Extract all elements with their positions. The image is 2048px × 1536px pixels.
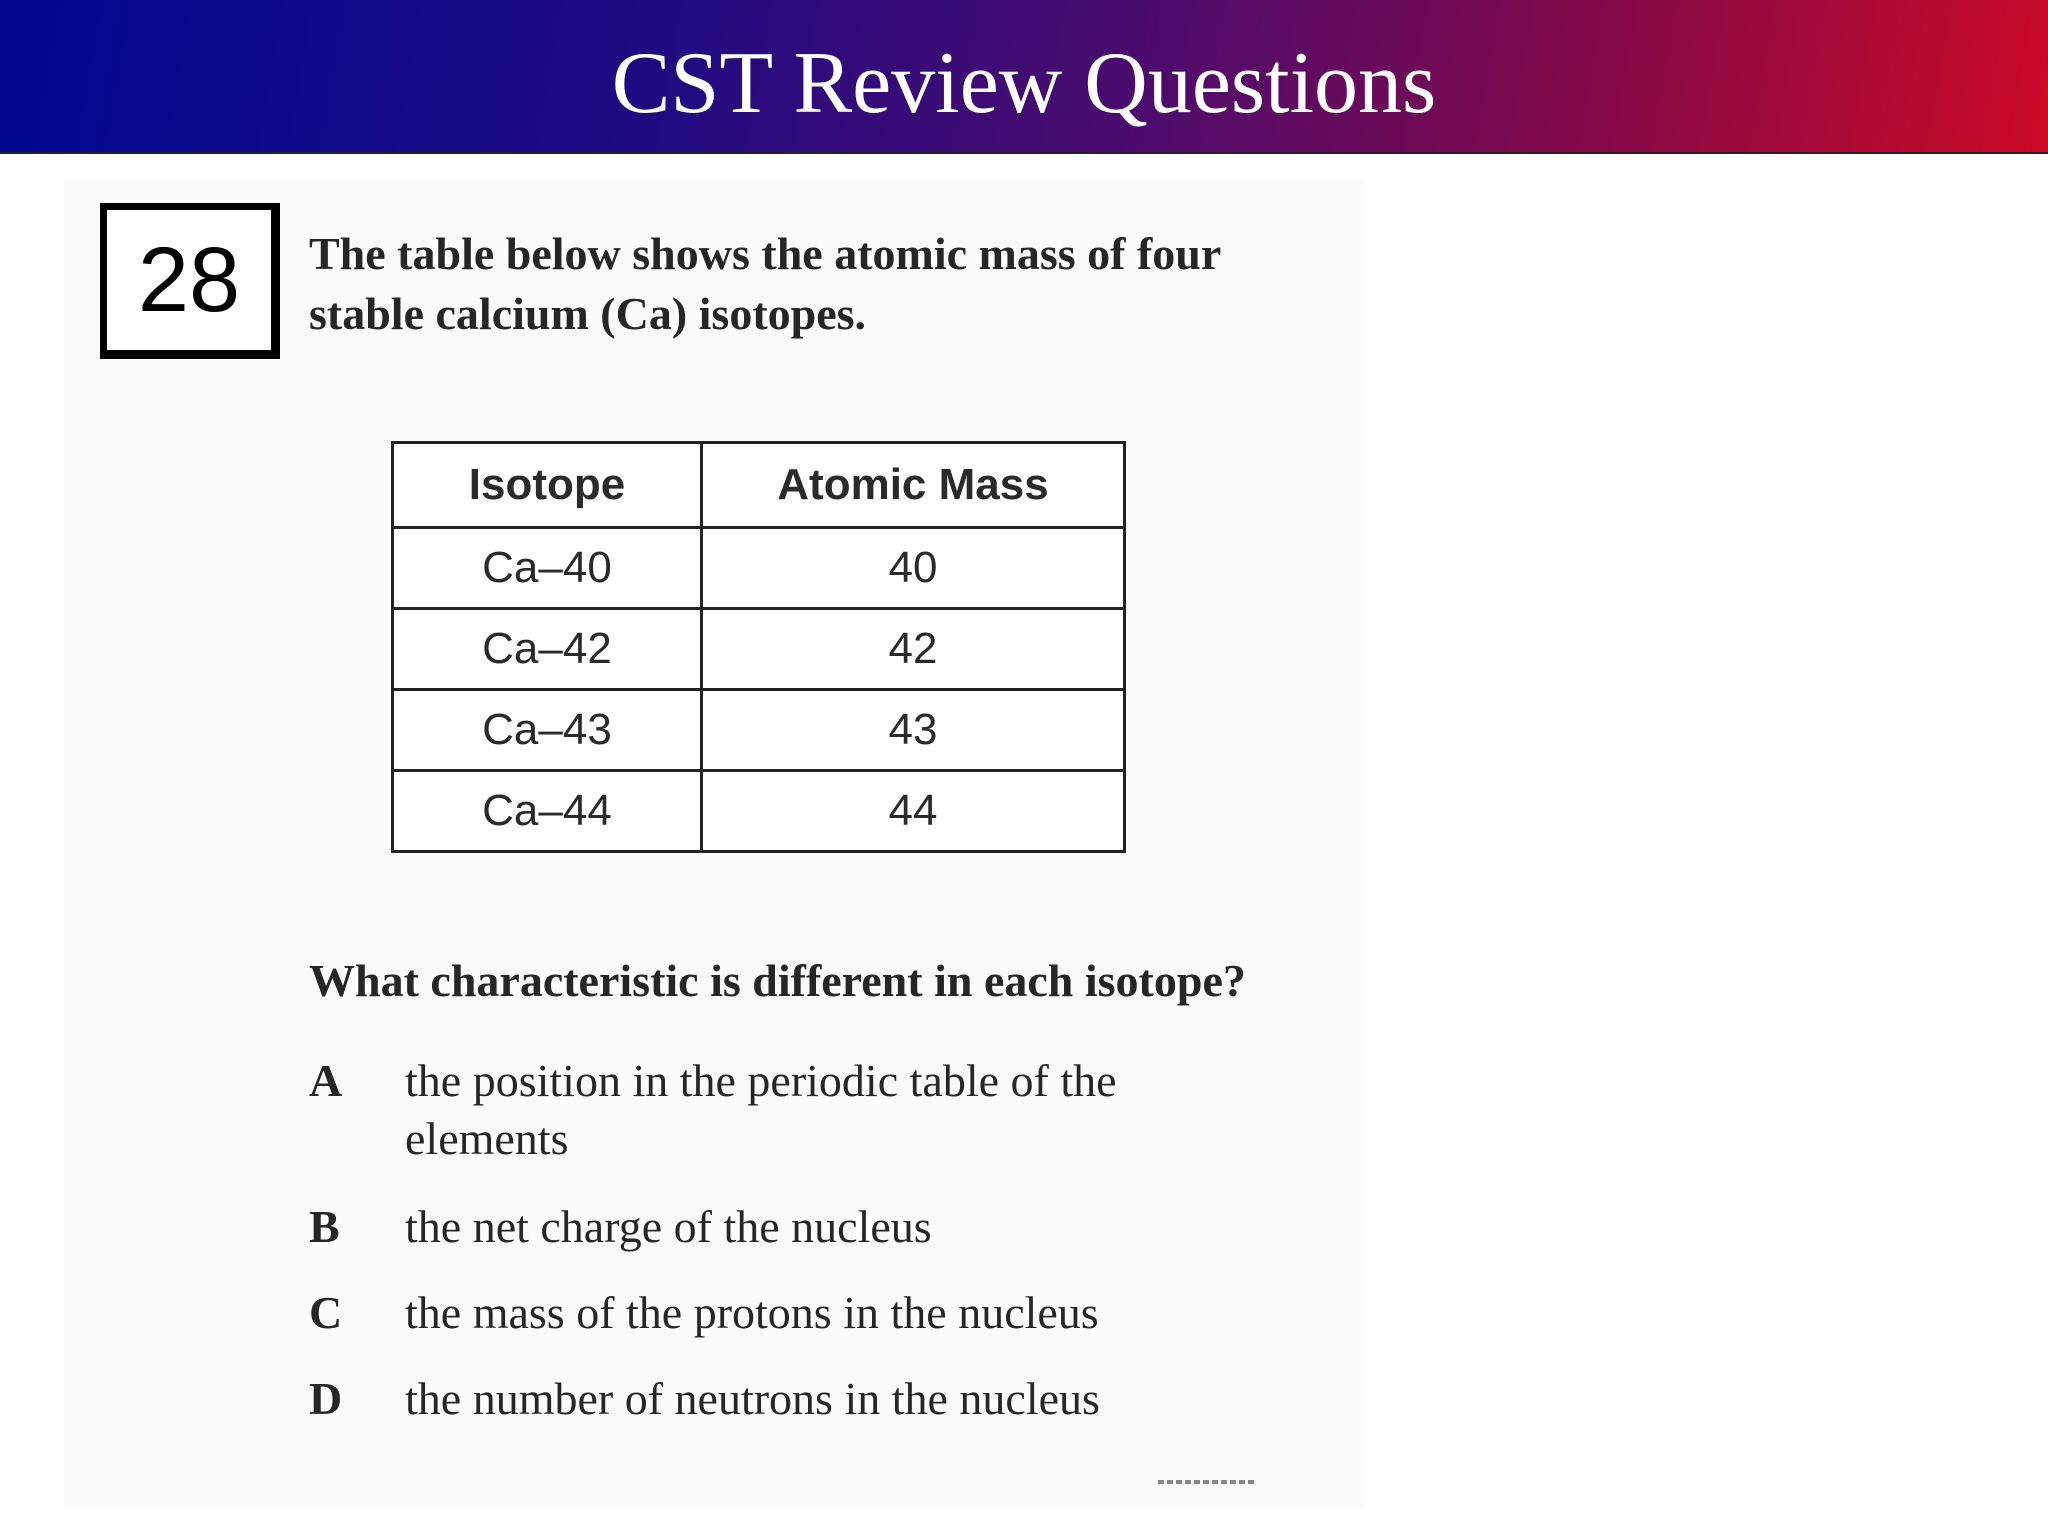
intro-line-2: stable calcium (Ca) isotopes. <box>309 288 867 339</box>
choice-text: the number of neutrons in the nucleus <box>405 1373 1100 1424</box>
atomic-mass-cell: 42 <box>702 609 1125 690</box>
isotope-cell: Ca–42 <box>393 609 702 690</box>
choice-letter: B <box>309 1201 340 1252</box>
choice-letter: A <box>309 1055 343 1106</box>
isotope-table <box>391 441 1126 853</box>
slide-header <box>0 0 2048 154</box>
table-row <box>393 609 1125 690</box>
choice-text: the net charge of the nucleus <box>405 1201 932 1252</box>
slide-title: CST Review Questions <box>611 35 1437 132</box>
isotope-cell: Ca–40 <box>393 528 702 609</box>
question-prompt: What characteristic is different in each isotope? <box>309 955 1246 1006</box>
choice-text <box>405 1052 1285 1168</box>
scan-artifact <box>1158 1480 1256 1484</box>
atomic-mass-cell: 43 <box>702 690 1125 771</box>
choice-text-line-2: elements <box>405 1113 569 1164</box>
question-intro <box>309 224 1359 344</box>
choice-text-line-1: the position in the periodic table of the <box>405 1055 1117 1106</box>
table-row <box>393 771 1125 852</box>
atomic-mass-cell: 44 <box>702 771 1125 852</box>
isotope-cell: Ca–44 <box>393 771 702 852</box>
choice-letter: C <box>309 1287 343 1338</box>
choice-text: the mass of the protons in the nucleus <box>405 1287 1099 1338</box>
table-header-row <box>393 443 1125 528</box>
column-header-isotope: Isotope <box>393 443 702 528</box>
question-number-box: 28 <box>100 203 280 359</box>
table-row <box>393 528 1125 609</box>
choice-letter: D <box>309 1373 343 1424</box>
atomic-mass-cell: 40 <box>702 528 1125 609</box>
column-header-atomic-mass: Atomic Mass <box>702 443 1125 528</box>
isotope-cell: Ca–43 <box>393 690 702 771</box>
table-row <box>393 690 1125 771</box>
intro-line-1: The table below shows the atomic mass of four <box>309 228 1222 279</box>
